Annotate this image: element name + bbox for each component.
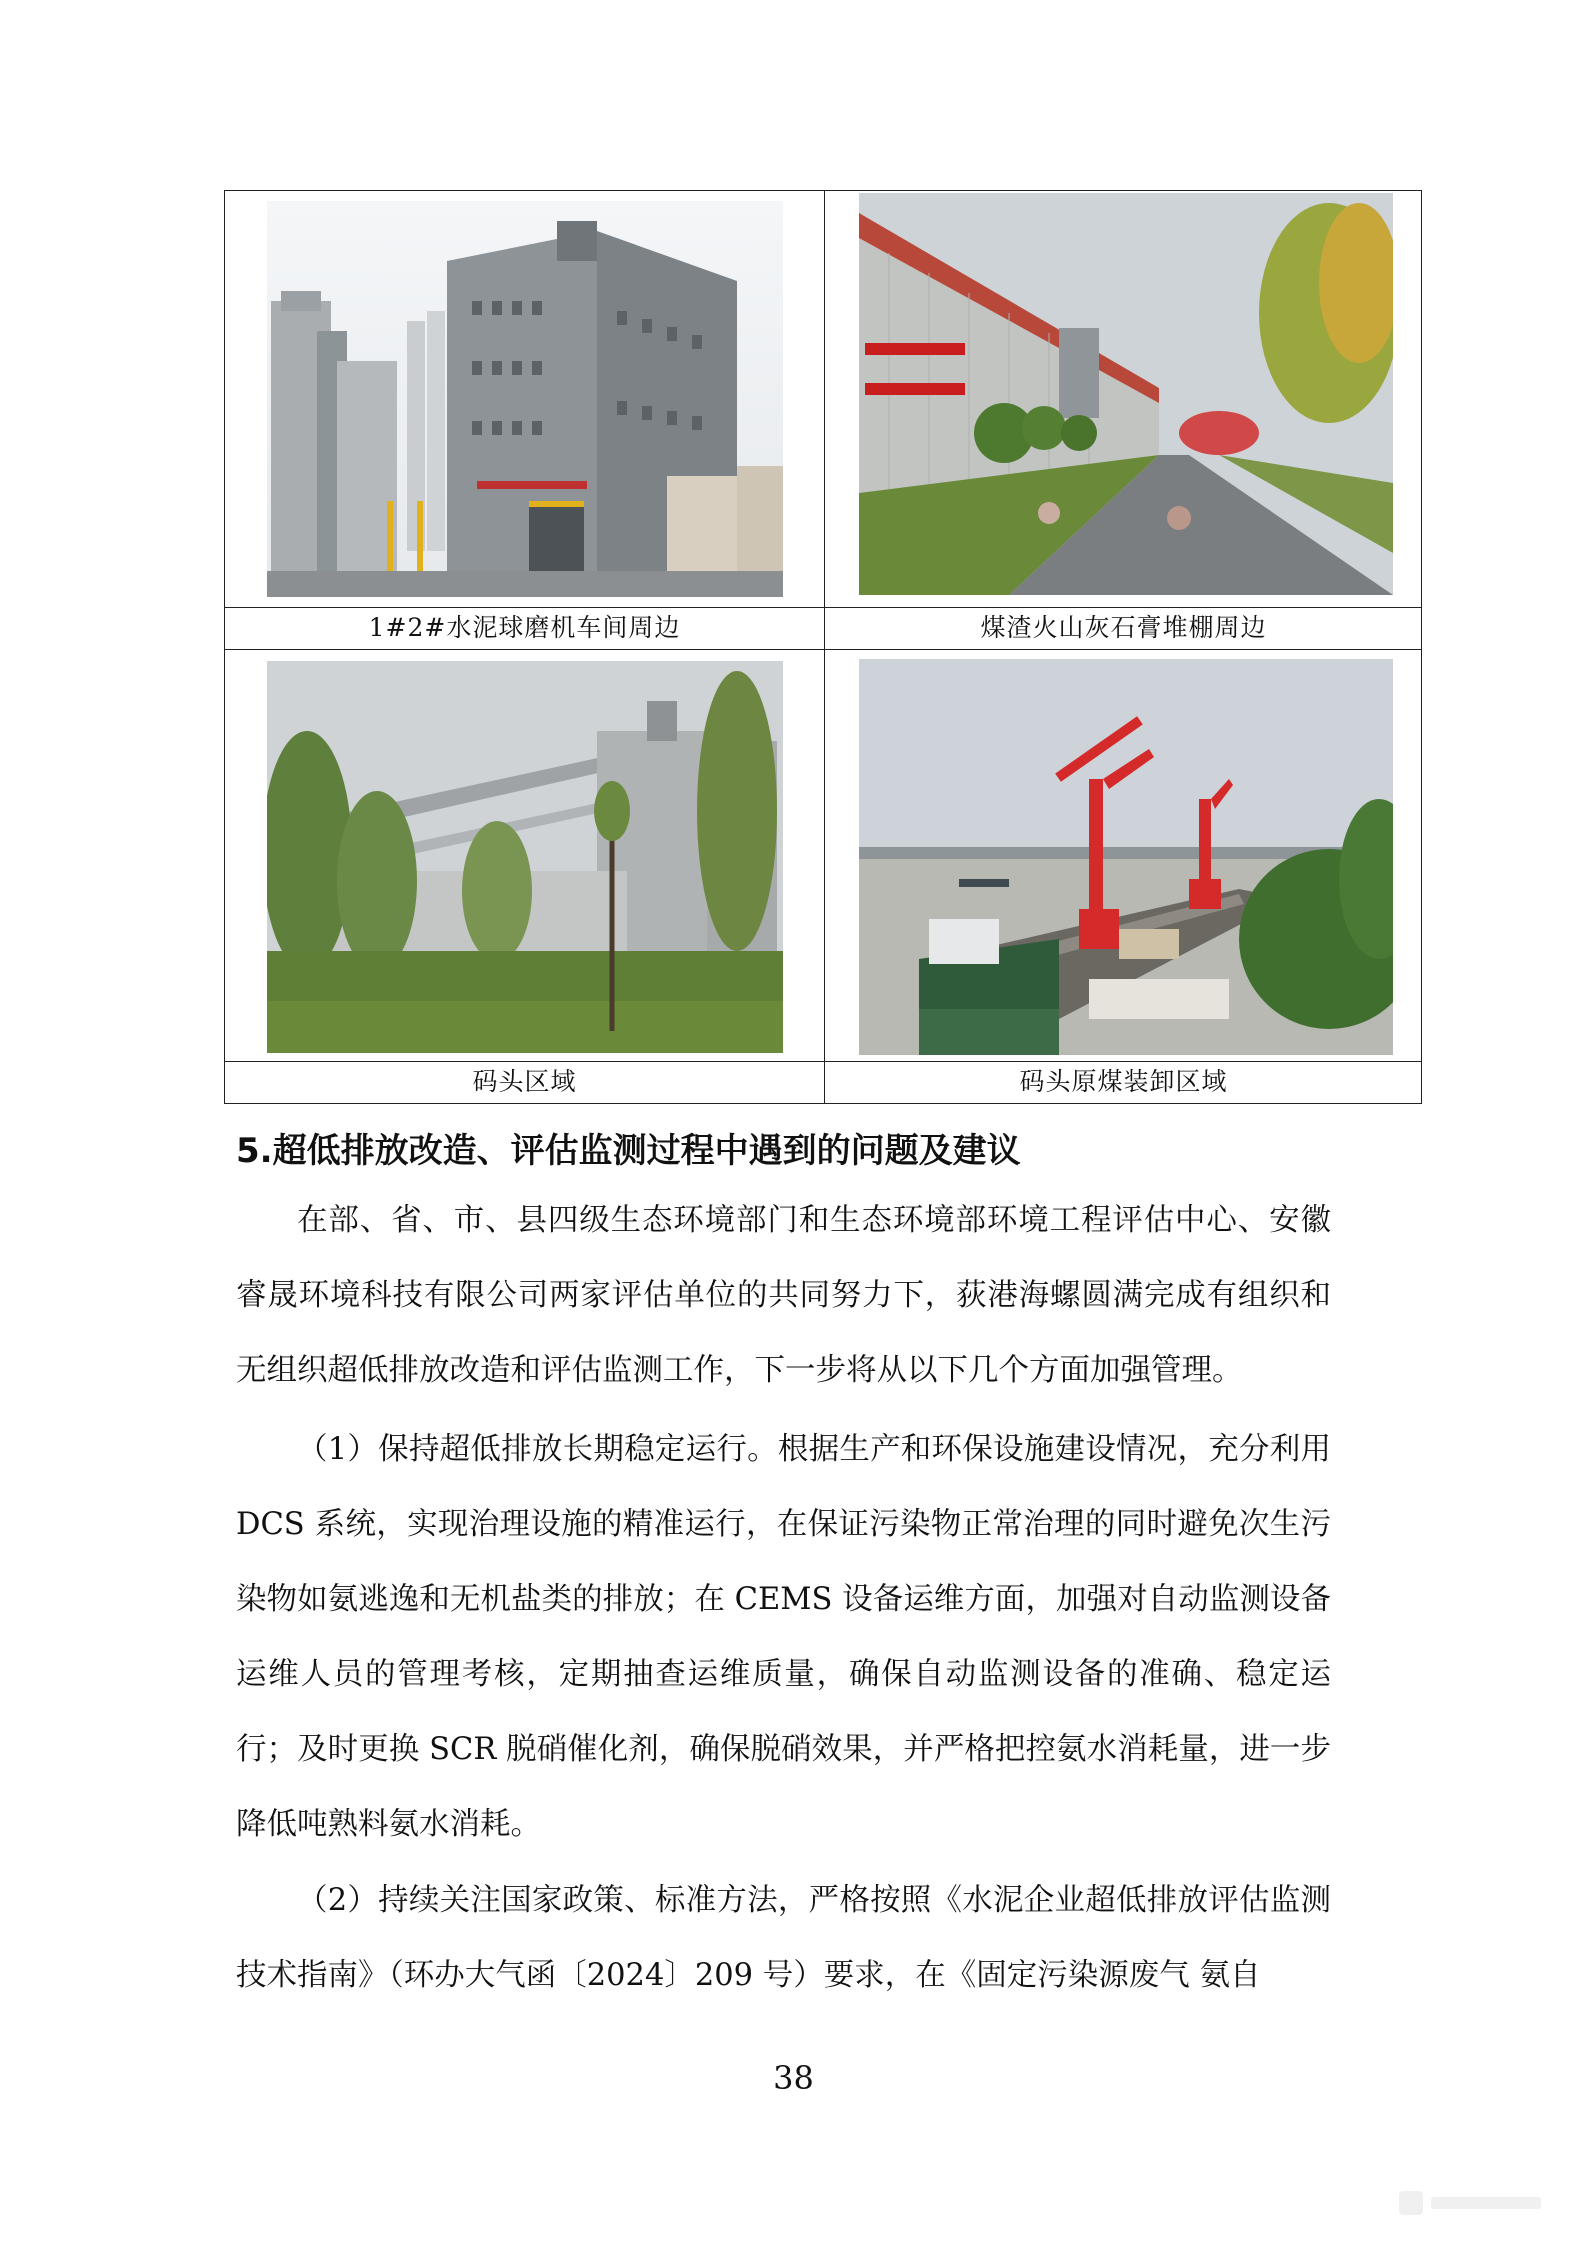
body-paragraph: （2）持续关注国家政策、标准方法，严格按照《水泥企业超低排放评估监测技术指南》（环办大气函〔2024〕209 号）要求，在《固定污染源废气 氨自 xyxy=(236,1883,1331,1993)
photo-coal-unloading xyxy=(859,659,1393,1055)
body-paragraph: 在部、省、市、县四级生态环境部门和生态环境部环境工程评估中心、安徽睿晟环境科技有限公司两家评估单位的共同努力下，荻港海螺圆满完成有组织和无组织超低排放改造和评估监测工作，下一步将从以下几个方面加强管理。 xyxy=(236,1203,1331,1388)
page-number: 38 xyxy=(773,2059,814,2097)
photo-caption: 码头区域 xyxy=(472,1067,577,1096)
cement-mill-building-photo-icon xyxy=(267,201,783,597)
body-paragraph: （1）保持超低排放长期稳定运行。根据生产和环保设施建设情况，充分利用 DCS 系统，实现治理设施的精准运行，在保证污染物正常治理的同时避免次生污染物如氨逃逸和无机盐类的排放；在 CEMS 设备运维方面，加强对自动监测设备运维人员的管理考核，定期抽查运维质量，确保自动监测设备的准确、稳定运行；及时更换 SCR 脱硝催化剂，确保脱硝效果，并严格把控氨水消耗量，进一步降低吨熟料氨水消耗。 xyxy=(236,1432,1331,1842)
photo-caption: 码头原煤装卸区域 xyxy=(1019,1067,1228,1096)
wharf-area-trees-photo-icon xyxy=(267,661,783,1053)
photo-storage-shed xyxy=(859,193,1393,595)
photo-cement-mill xyxy=(267,201,783,597)
photo-table xyxy=(224,190,1422,1104)
section-heading: 5.超低排放改造、评估监测过程中遇到的问题及建议 xyxy=(236,1131,1021,1171)
watermark-logo-icon xyxy=(1397,2183,1547,2223)
photo-caption: 1#2#水泥球磨机车间周边 xyxy=(368,613,681,642)
table-divider xyxy=(225,649,1421,650)
photo-caption: 煤渣火山灰石膏堆棚周边 xyxy=(980,613,1267,642)
storage-shed-road-photo-icon xyxy=(859,193,1393,595)
coal-unloading-cranes-photo-icon xyxy=(859,659,1393,1055)
photo-wharf-area xyxy=(267,661,783,1053)
